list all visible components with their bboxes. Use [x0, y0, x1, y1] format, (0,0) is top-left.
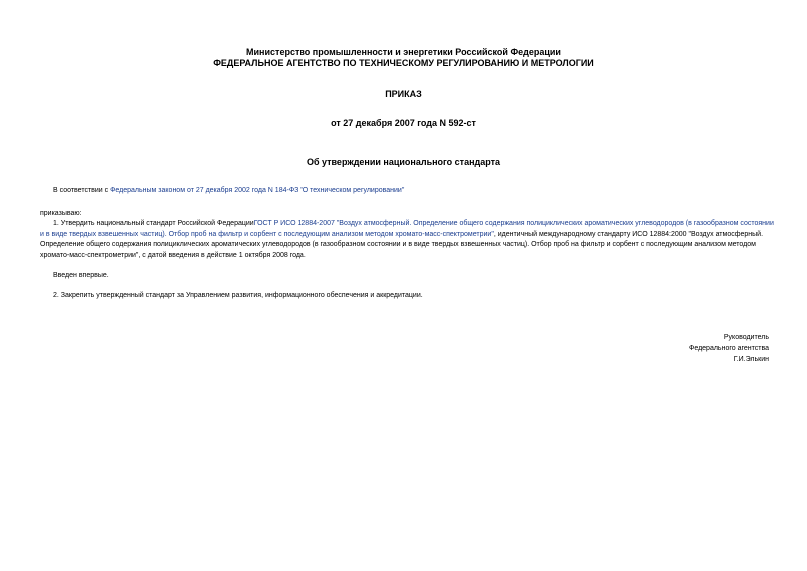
intro-prefix: В соответствии с: [53, 187, 111, 194]
signature-name: Г.И.Элькин: [733, 356, 769, 363]
document-date-number: от 27 декабря 2007 года N 592-ст: [331, 118, 476, 128]
gost-standard-link[interactable]: ГОСТ Р ИСО 12884-2007 "Воздух атмосферный. Определение общего содержания полициклических ароматических углеводородов (в газообразном состоянии и в виде твердых взвешенных частиц). Отбор проб на фильтр и сорбент с последующим анализом методом хромато-масс-спектрометрии": [40, 220, 774, 238]
order-word: приказываю:: [40, 210, 82, 217]
item-1-suffix: , идентичный международному стандарту ИСО 12884:2000 "Воздух атмосферный. Определение общего содержания полициклических ароматических углеводородов (в газообразном состоянии и в виде твердых взвешенных частиц). Отбор проб на фильтр и сорбент с последующим анализом методом хромато-масс-спектрометрии", с датой введения в действие 1 октября 2008 года.: [40, 230, 764, 259]
federal-law-link[interactable]: Федеральным законом от 27 декабря 2002 года N 184-ФЗ "О техническом регулировании": [110, 187, 405, 194]
first-introduced-note: Введен впервые.: [53, 272, 109, 279]
document-type: ПРИКАЗ: [385, 89, 422, 99]
item-1-paragraph: [40, 219, 775, 261]
ministry-name: Министерство промышленности и энергетики Российской Федерации: [246, 47, 561, 57]
intro-paragraph: [40, 186, 775, 197]
signature-position: Руководитель: [723, 334, 769, 341]
item-1-prefix: 1. Утвердить национальный стандарт Российской Федерации: [53, 220, 254, 227]
signature-organization: Федерального агентства: [689, 345, 769, 352]
agency-name: ФЕДЕРАЛЬНОЕ АГЕНТСТВО ПО ТЕХНИЧЕСКОМУ РЕГУЛИРОВАНИЮ И МЕТРОЛОГИИ: [213, 58, 594, 68]
document-title: Об утверждении национального стандарта: [306, 157, 501, 167]
item-2-paragraph: 2. Закрепить утвержденный стандарт за Управлением развития, информационного обеспечения и аккредитации.: [53, 292, 423, 299]
